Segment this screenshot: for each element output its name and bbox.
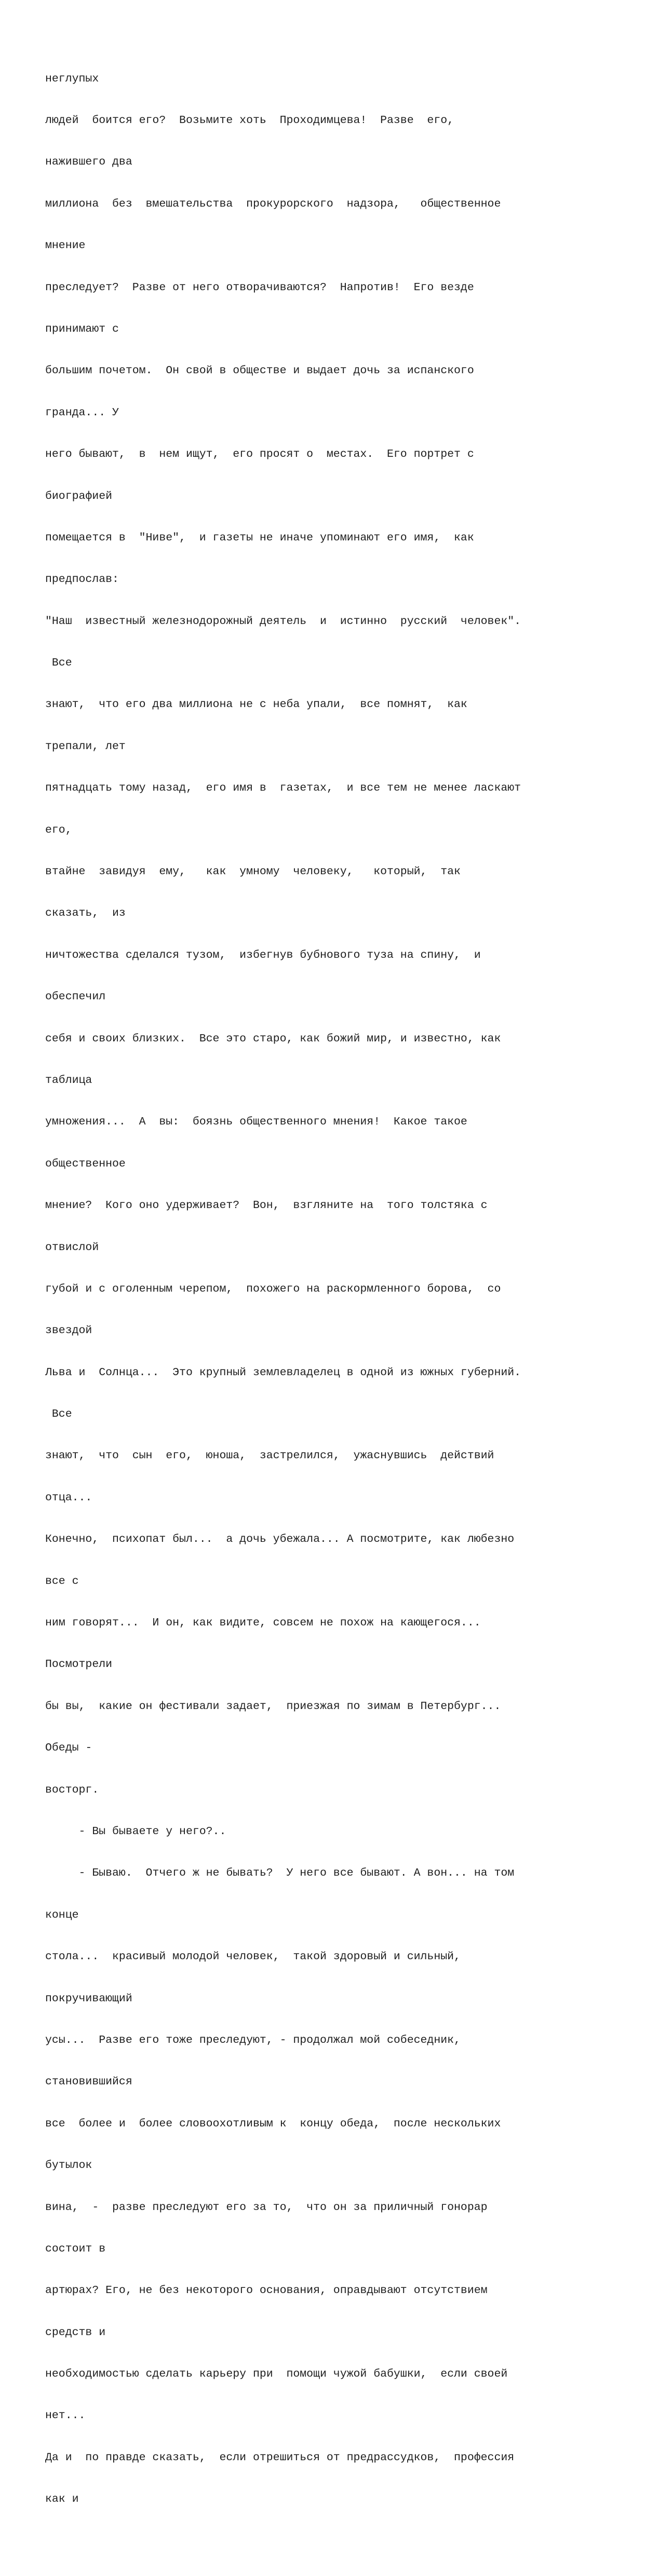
text-line [45, 2534, 616, 2548]
text-line: все с [45, 1575, 79, 1588]
text-line: состоит в [45, 2242, 106, 2255]
text-line: вина, - разве преследуют его за то, что он за приличный гонорар [45, 2201, 488, 2214]
text-line: пятнадцать тому назад, его имя в газетах, и все тем не менее ласкают [45, 782, 521, 795]
text-line: сказать, из [45, 907, 126, 920]
text-line: усы... Разве его тоже преследуют, - продолжал мой собеседник, [45, 2033, 461, 2046]
text-line: него бывают, в нем ищут, его просят о местах. Его портрет с [45, 448, 474, 461]
text-line: Обеды - [45, 1742, 92, 1755]
text-line: "Наш известный железнодорожный деятель и истинно русский человек". [45, 615, 521, 628]
text-line: мнение [45, 239, 86, 252]
text-line: себя и своих близких. Все это старо, как божий мир, и известно, как [45, 1032, 501, 1045]
text-line: покручивающий [45, 1992, 132, 2005]
text-line: таблица [45, 1074, 92, 1087]
text-line: конце [45, 1908, 79, 1921]
text-line: биографией [45, 490, 113, 503]
text-line: умножения... А вы: боязнь общественного мнения! Какое такое [45, 1116, 467, 1129]
text-line: средств и [45, 2326, 106, 2339]
text-line: необходимостью сделать карьеру при помощи чужой бабушки, если своей [45, 2368, 508, 2381]
text-line: знают, что его два миллиона не с неба упали, все помнят, как [45, 698, 467, 711]
text-line: губой и с оголенным черепом, похожего на раскормленного борова, со [45, 1282, 501, 1295]
text-line: предпослав: [45, 573, 119, 586]
text-line: обеспечил [45, 991, 106, 1004]
text-line: общественное [45, 1157, 126, 1170]
document-body-text [45, 44, 616, 2576]
text-line: неглупых [45, 72, 99, 85]
text-line: ним говорят... И он, как видите, совсем не похож на кающегося... [45, 1617, 481, 1630]
text-line: как и [45, 2493, 79, 2506]
text-line: преследует? Разве от него отворачиваются? Напротив! Его везде [45, 281, 474, 294]
text-line: Посмотрели [45, 1658, 113, 1671]
text-line: его, [45, 823, 72, 836]
text-line: нажившего два [45, 156, 132, 169]
text-line: - Вы бываете у него?.. [45, 1825, 226, 1838]
text-line: миллиона без вмешательства прокурорского надзора, общественное [45, 197, 501, 210]
text-line: знают, что сын его, юноша, застрелился, ужаснувшись действий [45, 1449, 494, 1462]
text-line: отвислой [45, 1241, 99, 1254]
text-line: гранда... У [45, 406, 119, 419]
text-line: Все [45, 657, 72, 670]
text-line: помещается в "Ниве", и газеты не иначе упоминают его имя, как [45, 531, 474, 544]
text-line: большим почетом. Он свой в обществе и выдает дочь за испанского [45, 364, 474, 377]
text-line: Льва и Солнца... Это крупный землевладелец в одной из южных губерний. [45, 1366, 521, 1379]
text-line: мнение? Кого оно удерживает? Вон, взгляните на того толстяка с [45, 1199, 488, 1212]
text-line: - Бываю. Отчего ж не бывать? У него все бывают. А вон... на том [45, 1867, 515, 1880]
text-line: людей боится его? Возьмите хоть Проходимцева! Разве его, [45, 114, 454, 127]
text-line: восторг. [45, 1783, 99, 1796]
text-line: бы вы, какие он фестивали задает, приезжая по зимам в Петербург... [45, 1700, 501, 1713]
text-line: Конечно, психопат был... а дочь убежала... А посмотрите, как любезно [45, 1533, 515, 1546]
text-line: принимают с [45, 322, 119, 335]
text-line: звездой [45, 1324, 92, 1337]
text-line: втайне завидуя ему, как умному человеку, который, так [45, 865, 461, 878]
text-line: все более и более словоохотливым к концу обеда, после нескольких [45, 2117, 501, 2130]
text-line: Да и по правде сказать, если отрешиться от предрассудков, профессия [45, 2451, 515, 2464]
text-line: ничтожества сделался тузом, избегнув бубнового туза на спину, и [45, 948, 481, 961]
text-line: трепали, лет [45, 740, 126, 753]
text-line: Все [45, 1408, 72, 1421]
text-line: нет... [45, 2409, 86, 2422]
text-line: бутылок [45, 2159, 92, 2172]
text-line: артюрах? Его, не без некоторого основания, оправдывают отсутствием [45, 2284, 488, 2297]
text-line: становившийся [45, 2076, 132, 2089]
text-line: отца... [45, 1491, 92, 1504]
text-line: стола... красивый молодой человек, такой здоровый и сильный, [45, 1950, 461, 1963]
